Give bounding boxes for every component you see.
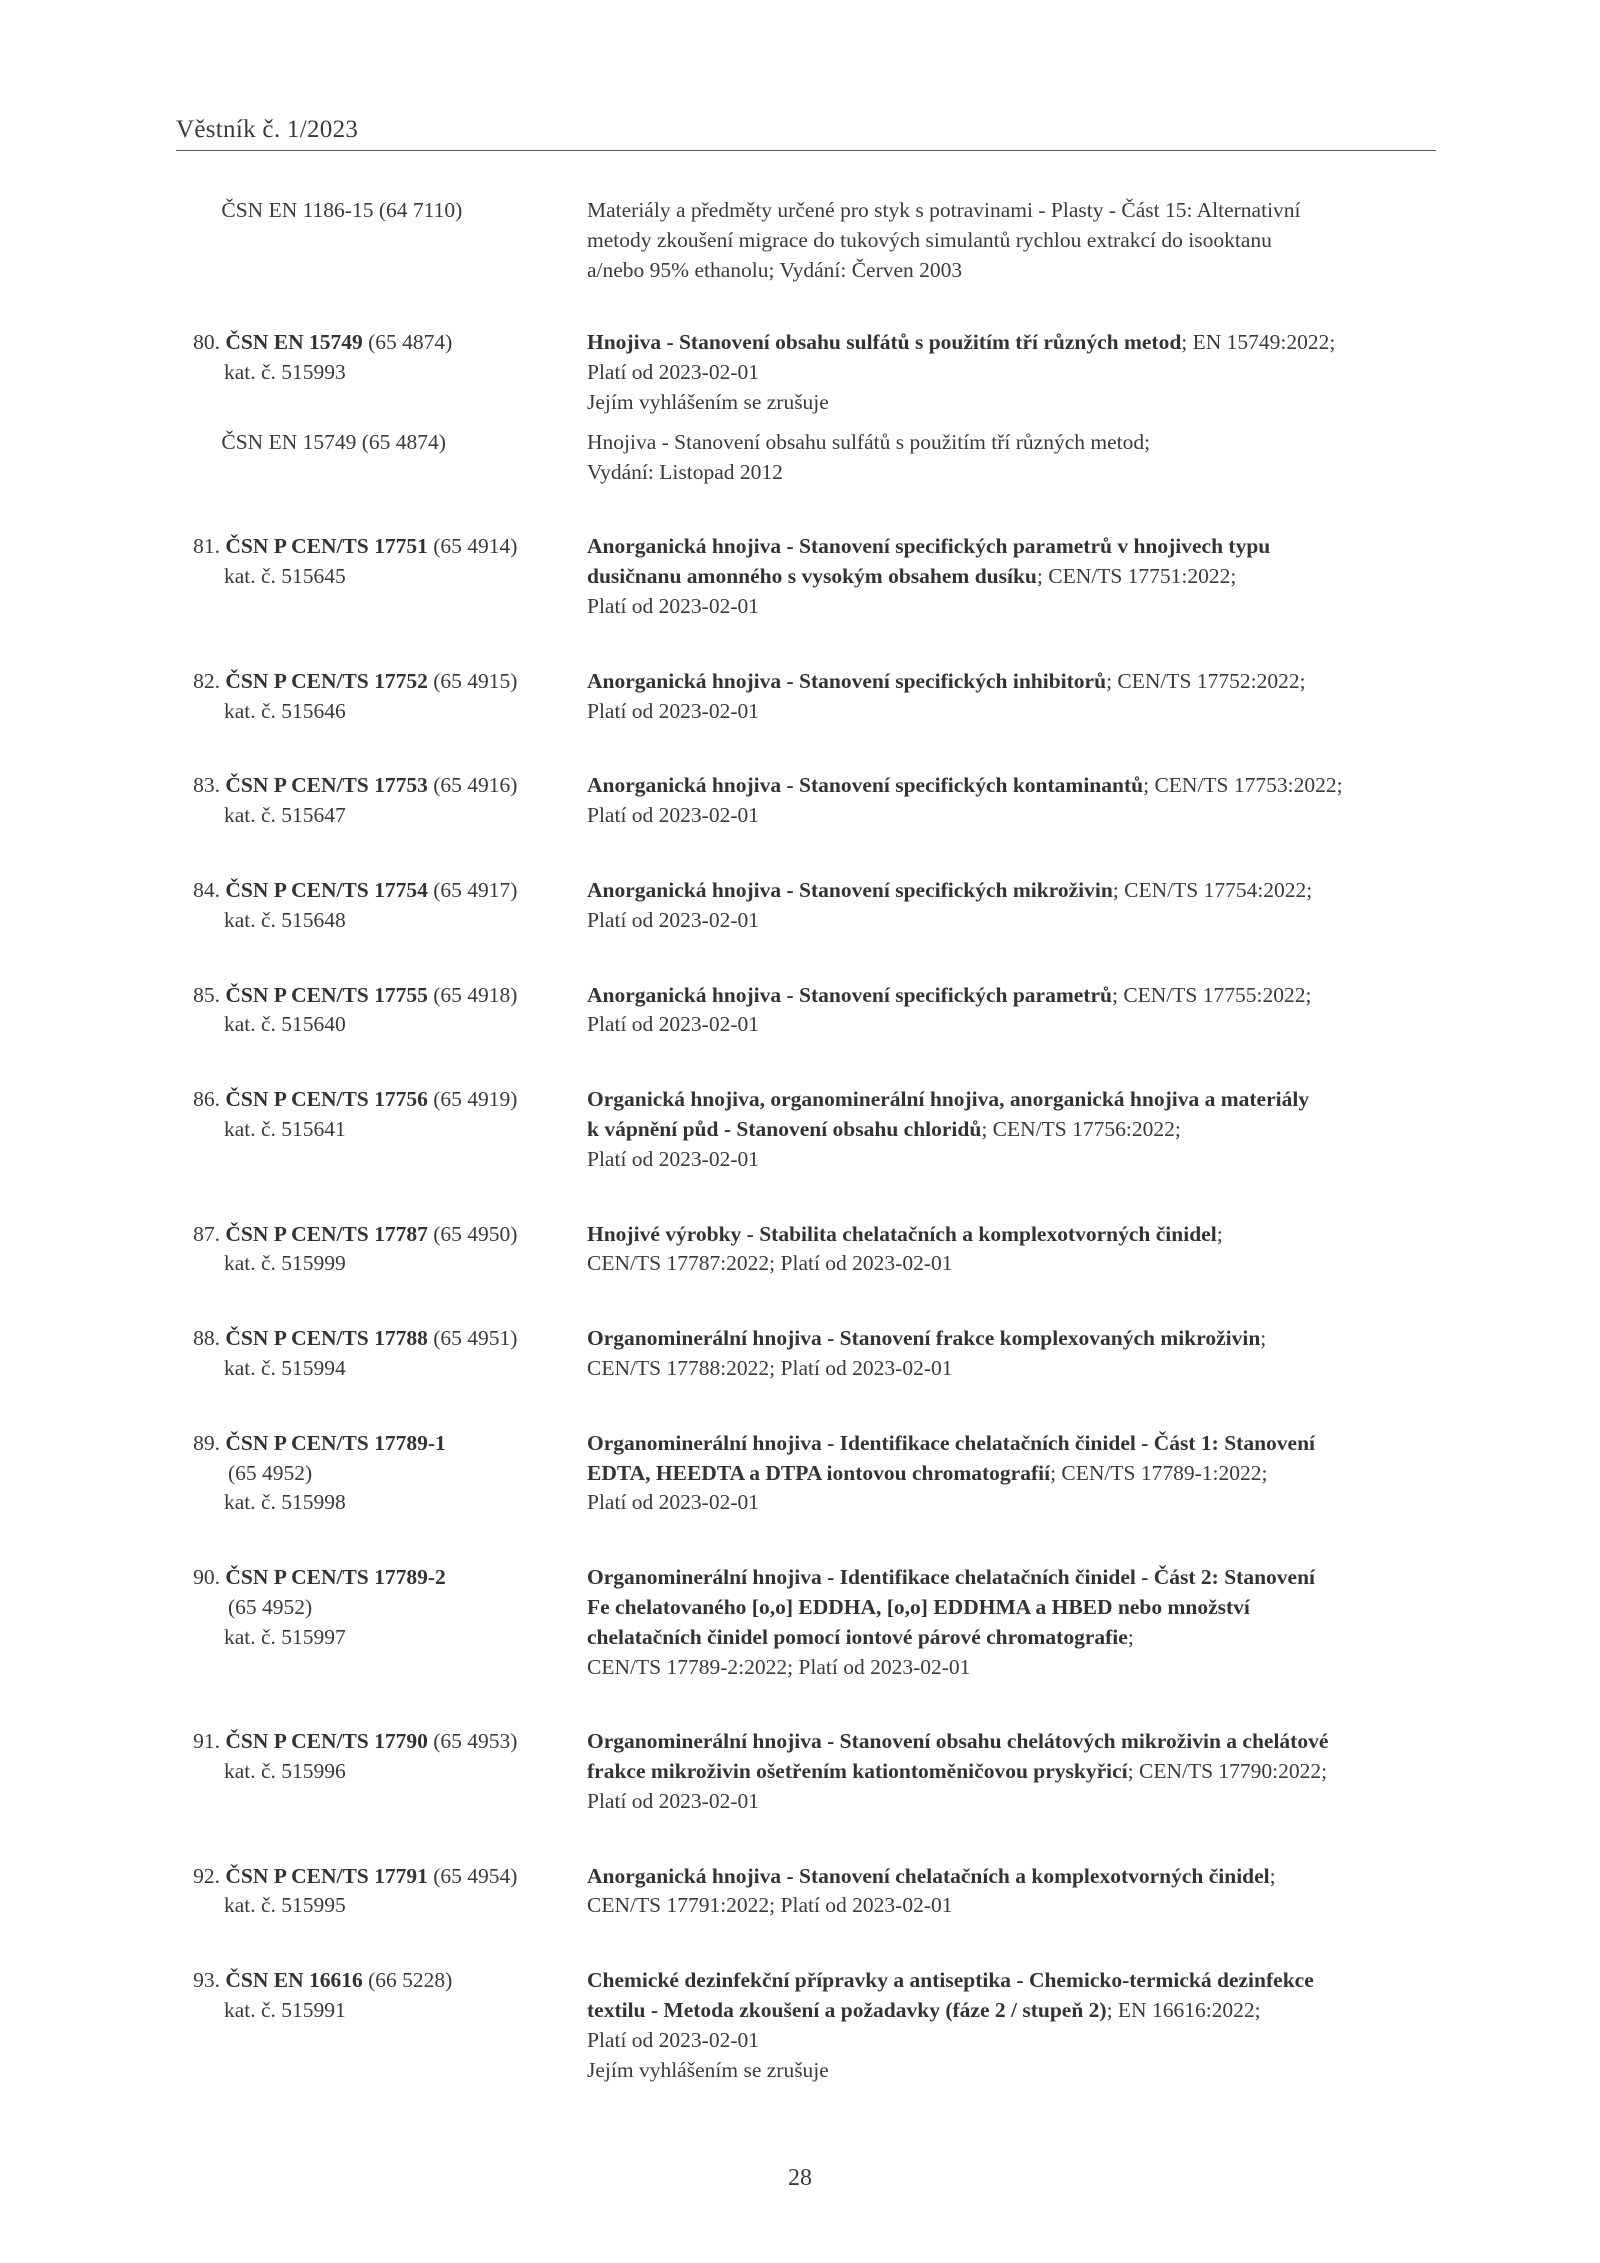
standard-class-code: ČSN EN 15749 (65 4874) xyxy=(221,429,446,454)
description-text: ; CEN/TS 17752:2022; xyxy=(1106,668,1306,693)
standard-code-line xyxy=(176,1563,587,1593)
description-text: ; xyxy=(1269,1863,1276,1888)
description-text: Platí od 2023-02-01 xyxy=(587,593,759,618)
catalog-number: kat. č. 515646 xyxy=(224,698,346,723)
standard-title: Anorganická hnojiva - Stanovení specifických parametrů xyxy=(587,982,1112,1007)
standard-class-code: (65 4919) xyxy=(427,1087,518,1112)
entry-number: 84. xyxy=(193,877,220,902)
description-line xyxy=(587,592,1446,622)
description-text: Hnojiva - Stanovení obsahu sulfátů s použitím tří různých metod; xyxy=(587,429,1151,454)
standard-entry xyxy=(176,876,1446,936)
description-text: Materiály a předměty určené pro styk s potravinami - Plasty - Část 15: Alternativní xyxy=(587,198,1301,222)
description-line xyxy=(587,1459,1446,1489)
standard-entry xyxy=(176,771,1446,831)
description-text: metody zkoušení migrace do tukových simulantů rychlou extrakcí do isooktanu xyxy=(587,227,1272,252)
standard-code: ČSN P CEN/TS 17788 xyxy=(225,1326,428,1351)
standard-class-code: (66 5228) xyxy=(362,1968,453,1993)
entry-number: 89. xyxy=(193,1430,220,1455)
standard-description xyxy=(587,1727,1446,1816)
standard-title: Organominerální hnojiva - Stanovení frakce komplexovaných mikroživin xyxy=(587,1326,1261,1351)
description-line xyxy=(587,256,1446,286)
standard-code-line xyxy=(176,771,587,801)
entry-number: 93. xyxy=(193,1968,220,1993)
description-line xyxy=(587,458,1446,488)
standard-code-line xyxy=(176,1085,587,1115)
standard-code-column xyxy=(176,876,587,936)
catalog-number: kat. č. 515640 xyxy=(224,1012,346,1037)
catalog-number: kat. č. 515998 xyxy=(224,1490,346,1515)
standard-code: ČSN P CEN/TS 17789-1 xyxy=(225,1430,446,1455)
standard-code-line xyxy=(176,532,587,562)
standard-class-code: (65 4951) xyxy=(427,1326,518,1351)
description-text: ; CEN/TS 17789-1:2022; xyxy=(1050,1460,1268,1485)
entry-number: 88. xyxy=(193,1326,220,1351)
entry-number: 81. xyxy=(193,534,220,559)
standard-entry xyxy=(176,667,1446,727)
description-text: Platí od 2023-02-01 xyxy=(587,907,759,932)
standard-class-code: ČSN EN 1186-15 (64 7110) xyxy=(221,198,463,222)
standard-code: ČSN P CEN/TS 17789-2 xyxy=(225,1565,446,1590)
standard-entry xyxy=(176,196,1446,285)
standard-title: Chemické dezinfekční přípravky a antiseptika - Chemicko-termická dezinfekce xyxy=(587,1968,1314,1993)
standard-title: Anorganická hnojiva - Stanovení specifických mikroživin xyxy=(587,877,1113,902)
standard-code-line xyxy=(176,667,587,697)
standard-title: textilu - Metoda zkoušení a požadavky (fáze 2 / stupeň 2) xyxy=(587,1998,1107,2023)
standard-code: ČSN P CEN/TS 17791 xyxy=(225,1863,428,1888)
standard-entry xyxy=(176,1324,1446,1384)
standard-title: k vápnění půd - Stanovení obsahu chloridů xyxy=(587,1116,982,1141)
catalog-number: kat. č. 515648 xyxy=(224,907,346,932)
standard-description xyxy=(587,1563,1446,1682)
standard-title: Organická hnojiva, organominerální hnojiva, anorganická hnojiva a materiály xyxy=(587,1087,1310,1112)
standard-description xyxy=(587,1220,1446,1280)
standard-entry xyxy=(176,328,1446,417)
description-line xyxy=(587,358,1446,388)
description-line xyxy=(587,906,1446,936)
standard-code-column xyxy=(176,1862,587,1922)
standard-title: Anorganická hnojiva - Stanovení chelatačních a komplexotvorných činidel xyxy=(587,1863,1270,1888)
description-line xyxy=(587,2056,1446,2086)
description-text: ; CEN/TS 17755:2022; xyxy=(1111,982,1312,1007)
standard-code-column xyxy=(176,532,587,621)
journal-title: Věstník č. 1/2023 xyxy=(176,116,359,143)
description-line xyxy=(587,428,1446,458)
description-line xyxy=(587,226,1446,256)
catalog-number: kat. č. 515645 xyxy=(224,564,346,589)
catalog-number: kat. č. 515999 xyxy=(224,1251,346,1276)
standard-code: ČSN P CEN/TS 17787 xyxy=(225,1221,428,1246)
description-text: CEN/TS 17788:2022; Platí od 2023-02-01 xyxy=(587,1355,953,1380)
description-line xyxy=(587,1727,1446,1757)
description-line xyxy=(587,697,1446,727)
description-line xyxy=(587,1488,1446,1518)
standard-code-column xyxy=(176,981,587,1041)
standard-class-code: (65 4917) xyxy=(427,877,518,902)
description-text: Platí od 2023-02-01 xyxy=(587,1788,759,1813)
standard-description xyxy=(587,196,1446,285)
standard-title: Organominerální hnojiva - Stanovení obsahu chelátových mikroživin a chelátové xyxy=(587,1729,1329,1754)
standard-code-column xyxy=(176,196,587,285)
standard-title: Anorganická hnojiva - Stanovení specifických parametrů v hnojivech typu xyxy=(587,534,1271,559)
description-text: ; CEN/TS 17751:2022; xyxy=(1036,564,1237,589)
description-text: ; EN 15749:2022; xyxy=(1181,330,1336,355)
description-line xyxy=(587,876,1446,906)
description-line xyxy=(587,1249,1446,1279)
standard-code-line xyxy=(176,1727,587,1757)
standard-title: Anorganická hnojiva - Stanovení specifických inhibitorů xyxy=(587,668,1107,693)
standard-class-code: (65 4914) xyxy=(427,534,518,559)
standard-code: ČSN P CEN/TS 17751 xyxy=(225,534,428,559)
standard-code-line xyxy=(176,1862,587,1892)
standard-entry xyxy=(176,1862,1446,1922)
standard-code: ČSN EN 15749 xyxy=(225,330,363,355)
catalog-number: kat. č. 515995 xyxy=(224,1893,346,1918)
standard-code: ČSN P CEN/TS 17790 xyxy=(225,1729,428,1754)
entry-number: 92. xyxy=(193,1863,220,1888)
description-text: ; EN 16616:2022; xyxy=(1106,1998,1261,2023)
standard-class-code: (65 4874) xyxy=(362,330,453,355)
catalog-number: kat. č. 515994 xyxy=(224,1355,346,1380)
description-line xyxy=(587,771,1446,801)
standard-class-code: (65 4954) xyxy=(427,1863,518,1888)
description-line xyxy=(587,981,1446,1011)
description-text: ; xyxy=(1127,1624,1134,1649)
standard-code-column xyxy=(176,667,587,727)
standards-list xyxy=(176,196,1446,2085)
standard-entry xyxy=(176,428,1446,488)
standard-entry xyxy=(176,532,1446,621)
description-line xyxy=(587,1324,1446,1354)
description-text: Jejím vyhlášením se zrušuje xyxy=(587,2057,829,2082)
standard-description xyxy=(587,532,1446,621)
entry-number: 80. xyxy=(193,330,220,355)
standard-class-code: (65 4915) xyxy=(427,668,518,693)
standard-code-column xyxy=(176,428,587,488)
description-text: ; CEN/TS 17790:2022; xyxy=(1127,1759,1328,1784)
description-text: Platí od 2023-02-01 xyxy=(587,360,759,385)
description-text: CEN/TS 17787:2022; Platí od 2023-02-01 xyxy=(587,1251,953,1276)
description-line xyxy=(587,1653,1446,1683)
description-line xyxy=(587,1563,1446,1593)
page-header xyxy=(176,110,1436,151)
standard-code-line xyxy=(176,328,587,358)
standard-title: Anorganická hnojiva - Stanovení specifických kontaminantů xyxy=(587,773,1144,798)
standard-code-column xyxy=(176,1324,587,1384)
description-line xyxy=(587,1085,1446,1115)
standard-description xyxy=(587,876,1446,936)
entry-number: 82. xyxy=(193,668,220,693)
description-line xyxy=(587,388,1446,418)
standard-entry xyxy=(176,981,1446,1041)
description-text: Platí od 2023-02-01 xyxy=(587,1490,759,1515)
description-text: a/nebo 95% ethanolu; Vydání: Červen 2003 xyxy=(587,257,963,282)
description-line xyxy=(587,1966,1446,1996)
standard-code-column xyxy=(176,771,587,831)
standard-description xyxy=(587,981,1446,1041)
standard-code: ČSN EN 16616 xyxy=(225,1968,363,1993)
standard-code: ČSN P CEN/TS 17756 xyxy=(225,1087,428,1112)
description-text: Platí od 2023-02-01 xyxy=(587,1146,759,1171)
description-text: ; CEN/TS 17753:2022; xyxy=(1143,773,1343,798)
standard-code-column xyxy=(176,1085,587,1174)
standard-description xyxy=(587,1324,1446,1384)
standard-class-code: (65 4918) xyxy=(427,982,518,1007)
entry-number: 83. xyxy=(193,773,220,798)
standard-code-column xyxy=(176,1563,587,1682)
standard-entry xyxy=(176,1563,1446,1682)
standard-code-line xyxy=(176,1429,587,1459)
standard-title: Organominerální hnojiva - Identifikace chelatačních činidel - Část 2: Stanovení xyxy=(587,1565,1316,1590)
catalog-number: kat. č. 515993 xyxy=(224,360,346,385)
standard-code-column xyxy=(176,1727,587,1816)
standard-code-line xyxy=(176,876,587,906)
standard-entry xyxy=(176,1085,1446,1174)
standard-title: Hnojiva - Stanovení obsahu sulfátů s použitím tří různých metod xyxy=(587,330,1182,355)
description-line xyxy=(587,1115,1446,1145)
catalog-number: kat. č. 515991 xyxy=(224,1998,346,2023)
standard-class-code: (65 4950) xyxy=(427,1221,518,1246)
standard-description xyxy=(587,1966,1446,2085)
description-line xyxy=(587,801,1446,831)
standard-code-line xyxy=(176,196,587,226)
standard-class-code: (65 4952) xyxy=(228,1594,313,1619)
standard-description xyxy=(587,1429,1446,1518)
standard-title: Organominerální hnojiva - Identifikace chelatačních činidel - Část 1: Stanovení xyxy=(587,1430,1316,1455)
standard-code-line xyxy=(176,1220,587,1250)
description-line xyxy=(587,328,1446,358)
standard-entry xyxy=(176,1966,1446,2085)
description-line xyxy=(587,1220,1446,1250)
description-line xyxy=(587,1354,1446,1384)
page-number: 28 xyxy=(788,2165,812,2191)
description-text: ; xyxy=(1260,1326,1267,1351)
standard-title: EDTA, HEEDTA a DTPA iontovou chromatografií xyxy=(587,1460,1051,1485)
entry-number: 86. xyxy=(193,1087,220,1112)
standard-description xyxy=(587,1085,1446,1174)
catalog-number: kat. č. 515647 xyxy=(224,803,346,828)
description-text: Platí od 2023-02-01 xyxy=(587,698,759,723)
description-line xyxy=(587,667,1446,697)
description-line xyxy=(587,1145,1446,1175)
entry-number: 85. xyxy=(193,982,220,1007)
description-line xyxy=(587,562,1446,592)
standard-code: ČSN P CEN/TS 17752 xyxy=(225,668,428,693)
description-text: Platí od 2023-02-01 xyxy=(587,803,759,828)
description-text: Platí od 2023-02-01 xyxy=(587,2027,759,2052)
standard-code-line xyxy=(176,428,587,458)
standard-title: dusičnanu amonného s vysokým obsahem dusíku xyxy=(587,564,1037,589)
standard-description xyxy=(587,771,1446,831)
description-text: CEN/TS 17791:2022; Platí od 2023-02-01 xyxy=(587,1893,953,1918)
standard-class-code: (65 4953) xyxy=(427,1729,518,1754)
description-text: ; CEN/TS 17756:2022; xyxy=(981,1116,1181,1141)
standard-description xyxy=(587,428,1446,488)
entry-number: 91. xyxy=(193,1729,220,1754)
standard-title: Hnojivé výrobky - Stabilita chelatačních a komplexotvorných činidel xyxy=(587,1221,1217,1246)
standard-code-line xyxy=(176,1966,587,1996)
standard-code-column xyxy=(176,1966,587,2085)
description-line xyxy=(587,1623,1446,1653)
description-text: Platí od 2023-02-01 xyxy=(587,1012,759,1037)
standard-code: ČSN P CEN/TS 17754 xyxy=(225,877,428,902)
standard-entry xyxy=(176,1429,1446,1518)
description-line xyxy=(587,1593,1446,1623)
catalog-number: kat. č. 515997 xyxy=(224,1624,346,1649)
standard-code-line xyxy=(176,981,587,1011)
entry-number: 87. xyxy=(193,1221,220,1246)
description-line xyxy=(587,1429,1446,1459)
standard-entry xyxy=(176,1727,1446,1816)
description-line xyxy=(587,1862,1446,1892)
standard-code-column xyxy=(176,1220,587,1280)
standard-code-column xyxy=(176,328,587,417)
description-text: ; CEN/TS 17754:2022; xyxy=(1112,877,1313,902)
standard-description xyxy=(587,667,1446,727)
standard-description xyxy=(587,1862,1446,1922)
description-line xyxy=(587,196,1446,226)
catalog-number: kat. č. 515996 xyxy=(224,1759,346,1784)
description-line xyxy=(587,1757,1446,1787)
standard-code: ČSN P CEN/TS 17755 xyxy=(225,982,428,1007)
entry-number: 90. xyxy=(193,1565,220,1590)
standard-description xyxy=(587,328,1446,417)
description-line xyxy=(587,1996,1446,2026)
description-text: CEN/TS 17789-2:2022; Platí od 2023-02-01 xyxy=(587,1654,971,1679)
standard-code-line xyxy=(176,1324,587,1354)
standard-class-code: (65 4916) xyxy=(427,773,518,798)
description-line xyxy=(587,1787,1446,1817)
standard-entry xyxy=(176,1220,1446,1280)
description-text: Jejím vyhlášením se zrušuje xyxy=(587,389,829,414)
standard-title: chelatačních činidel pomocí iontové párové chromatografie xyxy=(587,1624,1128,1649)
standard-code: ČSN P CEN/TS 17753 xyxy=(225,773,428,798)
catalog-number: kat. č. 515641 xyxy=(224,1116,346,1141)
description-line xyxy=(587,2026,1446,2056)
standard-class-code: (65 4952) xyxy=(228,1460,313,1485)
standard-title: Fe chelatovaného [o,o] EDDHA, [o,o] EDDHMA a HBED nebo množství xyxy=(587,1594,1250,1619)
standard-code-column xyxy=(176,1429,587,1518)
description-line xyxy=(587,1891,1446,1921)
description-line xyxy=(587,1010,1446,1040)
description-line xyxy=(587,532,1446,562)
description-text: ; xyxy=(1216,1221,1223,1246)
standard-title: frakce mikroživin ošetřením kationtoměničovou pryskyřicí xyxy=(587,1759,1128,1784)
description-text: Vydání: Listopad 2012 xyxy=(587,459,783,484)
